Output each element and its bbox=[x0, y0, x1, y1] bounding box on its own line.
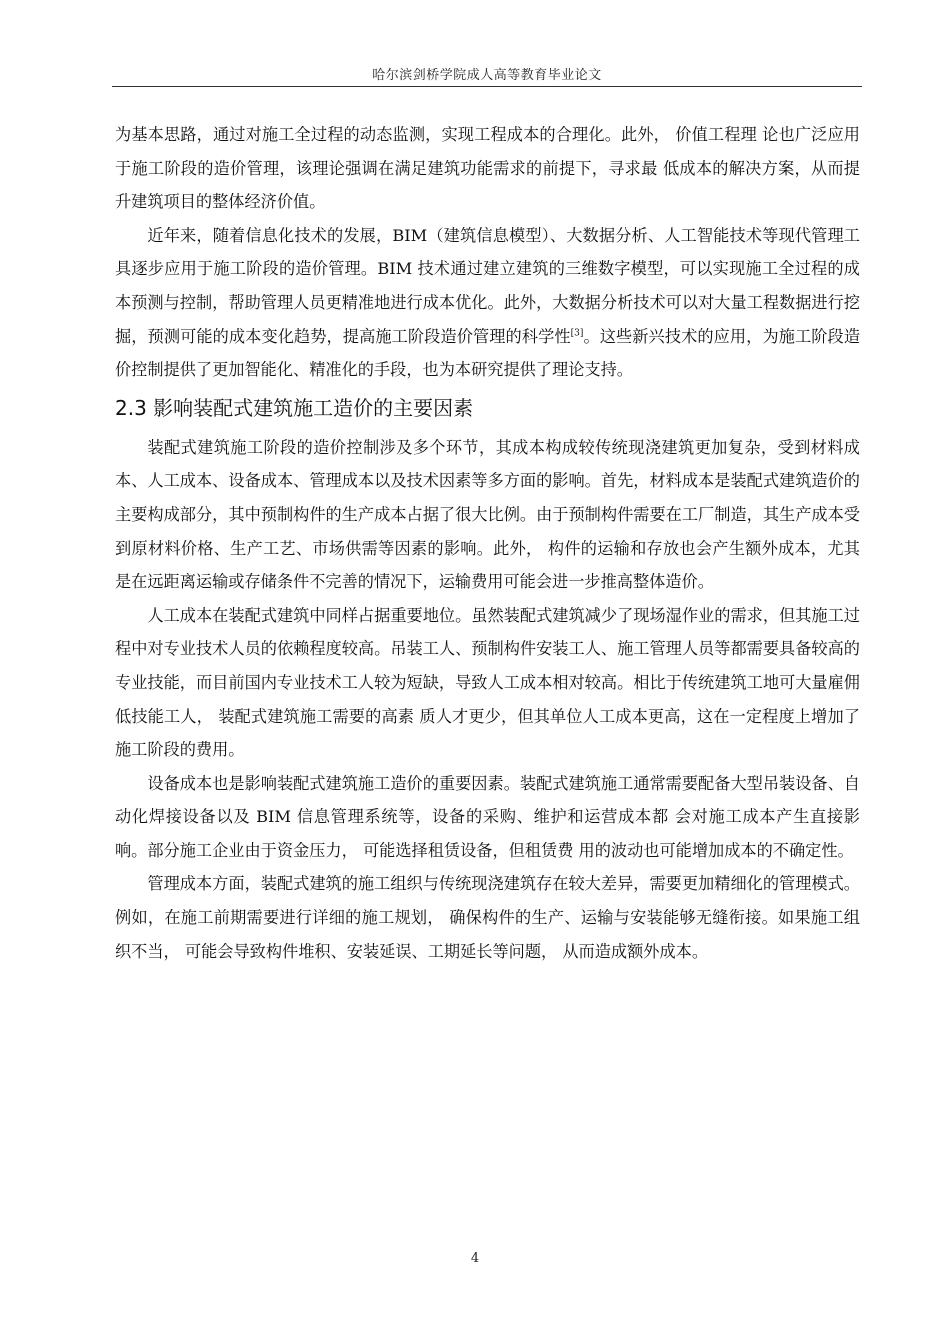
paragraph-bim-text-end: 。这些新兴技术的应用，为施工阶段造价控制提供了更加智能化、精准化的手段，也为本研究提供了理论支持。 bbox=[115, 326, 861, 380]
running-header: 哈尔滨剑桥学院成人高等教育毕业论文 bbox=[372, 68, 602, 83]
citation-marker: [3] bbox=[570, 328, 584, 339]
header-rule bbox=[112, 86, 862, 87]
paragraph-management-cost: 管理成本方面，装配式建筑的施工组织与传统现浇建筑存在较大差异，需要更加精细化的管理模式。例如，在施工前期需要进行详细的施工规划， 确保构件的生产、运输与安装能够无缝衔接。如果施工组织不当， 可能会导致构件堆积、安装延误、工期延长等问题， 从而造成额外成本。 bbox=[115, 874, 860, 961]
paragraph-bim bbox=[115, 219, 860, 387]
section-heading: 2.3 影响装配式建筑施工造价的主要因素 bbox=[115, 395, 474, 420]
paragraph-material-cost: 装配式建筑施工阶段的造价控制涉及多个环节，其成本构成较传统现浇建筑更加复杂，受到材料成本、人工成本、设备成本、管理成本以及技术因素等多方面的影响。首先，材料成本是装配式建筑造价的主要构成部分，其中预制构件的生产成本占据了很大比例。由于预制构件需要在工厂制造，其生产成本受到原材料价格、生产工艺、市场供需等因素的影响。此外， 构件的运输和存放也会产生额外成本，尤其是在远距离运输或存储条件不完善的情况下，运输费用可能会进一步推高整体造价。 bbox=[115, 437, 860, 592]
paragraph-bim-text: 近年来，随着信息化技术的发展，BIM（建筑信息模型）、大数据分析、人工智能技术等现代管理工具逐步应用于施工阶段的造价管理。BIM 技术通过建立建筑的三维数字模型，可以实现施工全过程的成本预测与控制，帮助管理人员更精准地进行成本优化。此外，大数据分析技术可以对大量工程数据进行挖掘，预测可能的成本变化趋势，提高施工阶段造价管理的科学性 bbox=[115, 225, 860, 346]
body-text bbox=[115, 118, 860, 968]
paragraph-continued: 为基本思路，通过对施工全过程的动态监测，实现工程成本的合理化。此外， 价值工程理 论也广泛应用于施工阶段的造价管理，该理论强调在满足建筑功能需求的前提下，寻求最 低成本的解决方案，从而提升建筑项目的整体经济价值。 bbox=[115, 125, 860, 212]
paragraph-labor-cost: 人工成本在装配式建筑中同样占据重要地位。虽然装配式建筑减少了现场湿作业的需求，但其施工过程中对专业技术人员的依赖程度较高。吊装工人、预制构件安装工人、施工管理人员等都需要具备较高的专业技能，而目前国内专业技术工人较为短缺，导致人工成本相对较高。相比于传统建筑工地可大量雇佣低技能工人， 装配式建筑施工需要的高素 质人才更少，但其单位人工成本更高，这在一定程度上增加了施工阶段的费用。 bbox=[115, 605, 860, 760]
paragraph-equipment-cost: 设备成本也是影响装配式建筑施工造价的重要因素。装配式建筑施工通常需要配备大型吊装设备、自动化焊接设备以及 BIM 信息管理系统等，设备的采购、维护和运营成本都 会对施工成本产生直接影响。部分施工企业由于资金压力， 可能选择租赁设备，但租赁费 用的波动也可能增加成本的不确定性。 bbox=[115, 773, 860, 860]
page-number: 4 bbox=[470, 1251, 480, 1266]
